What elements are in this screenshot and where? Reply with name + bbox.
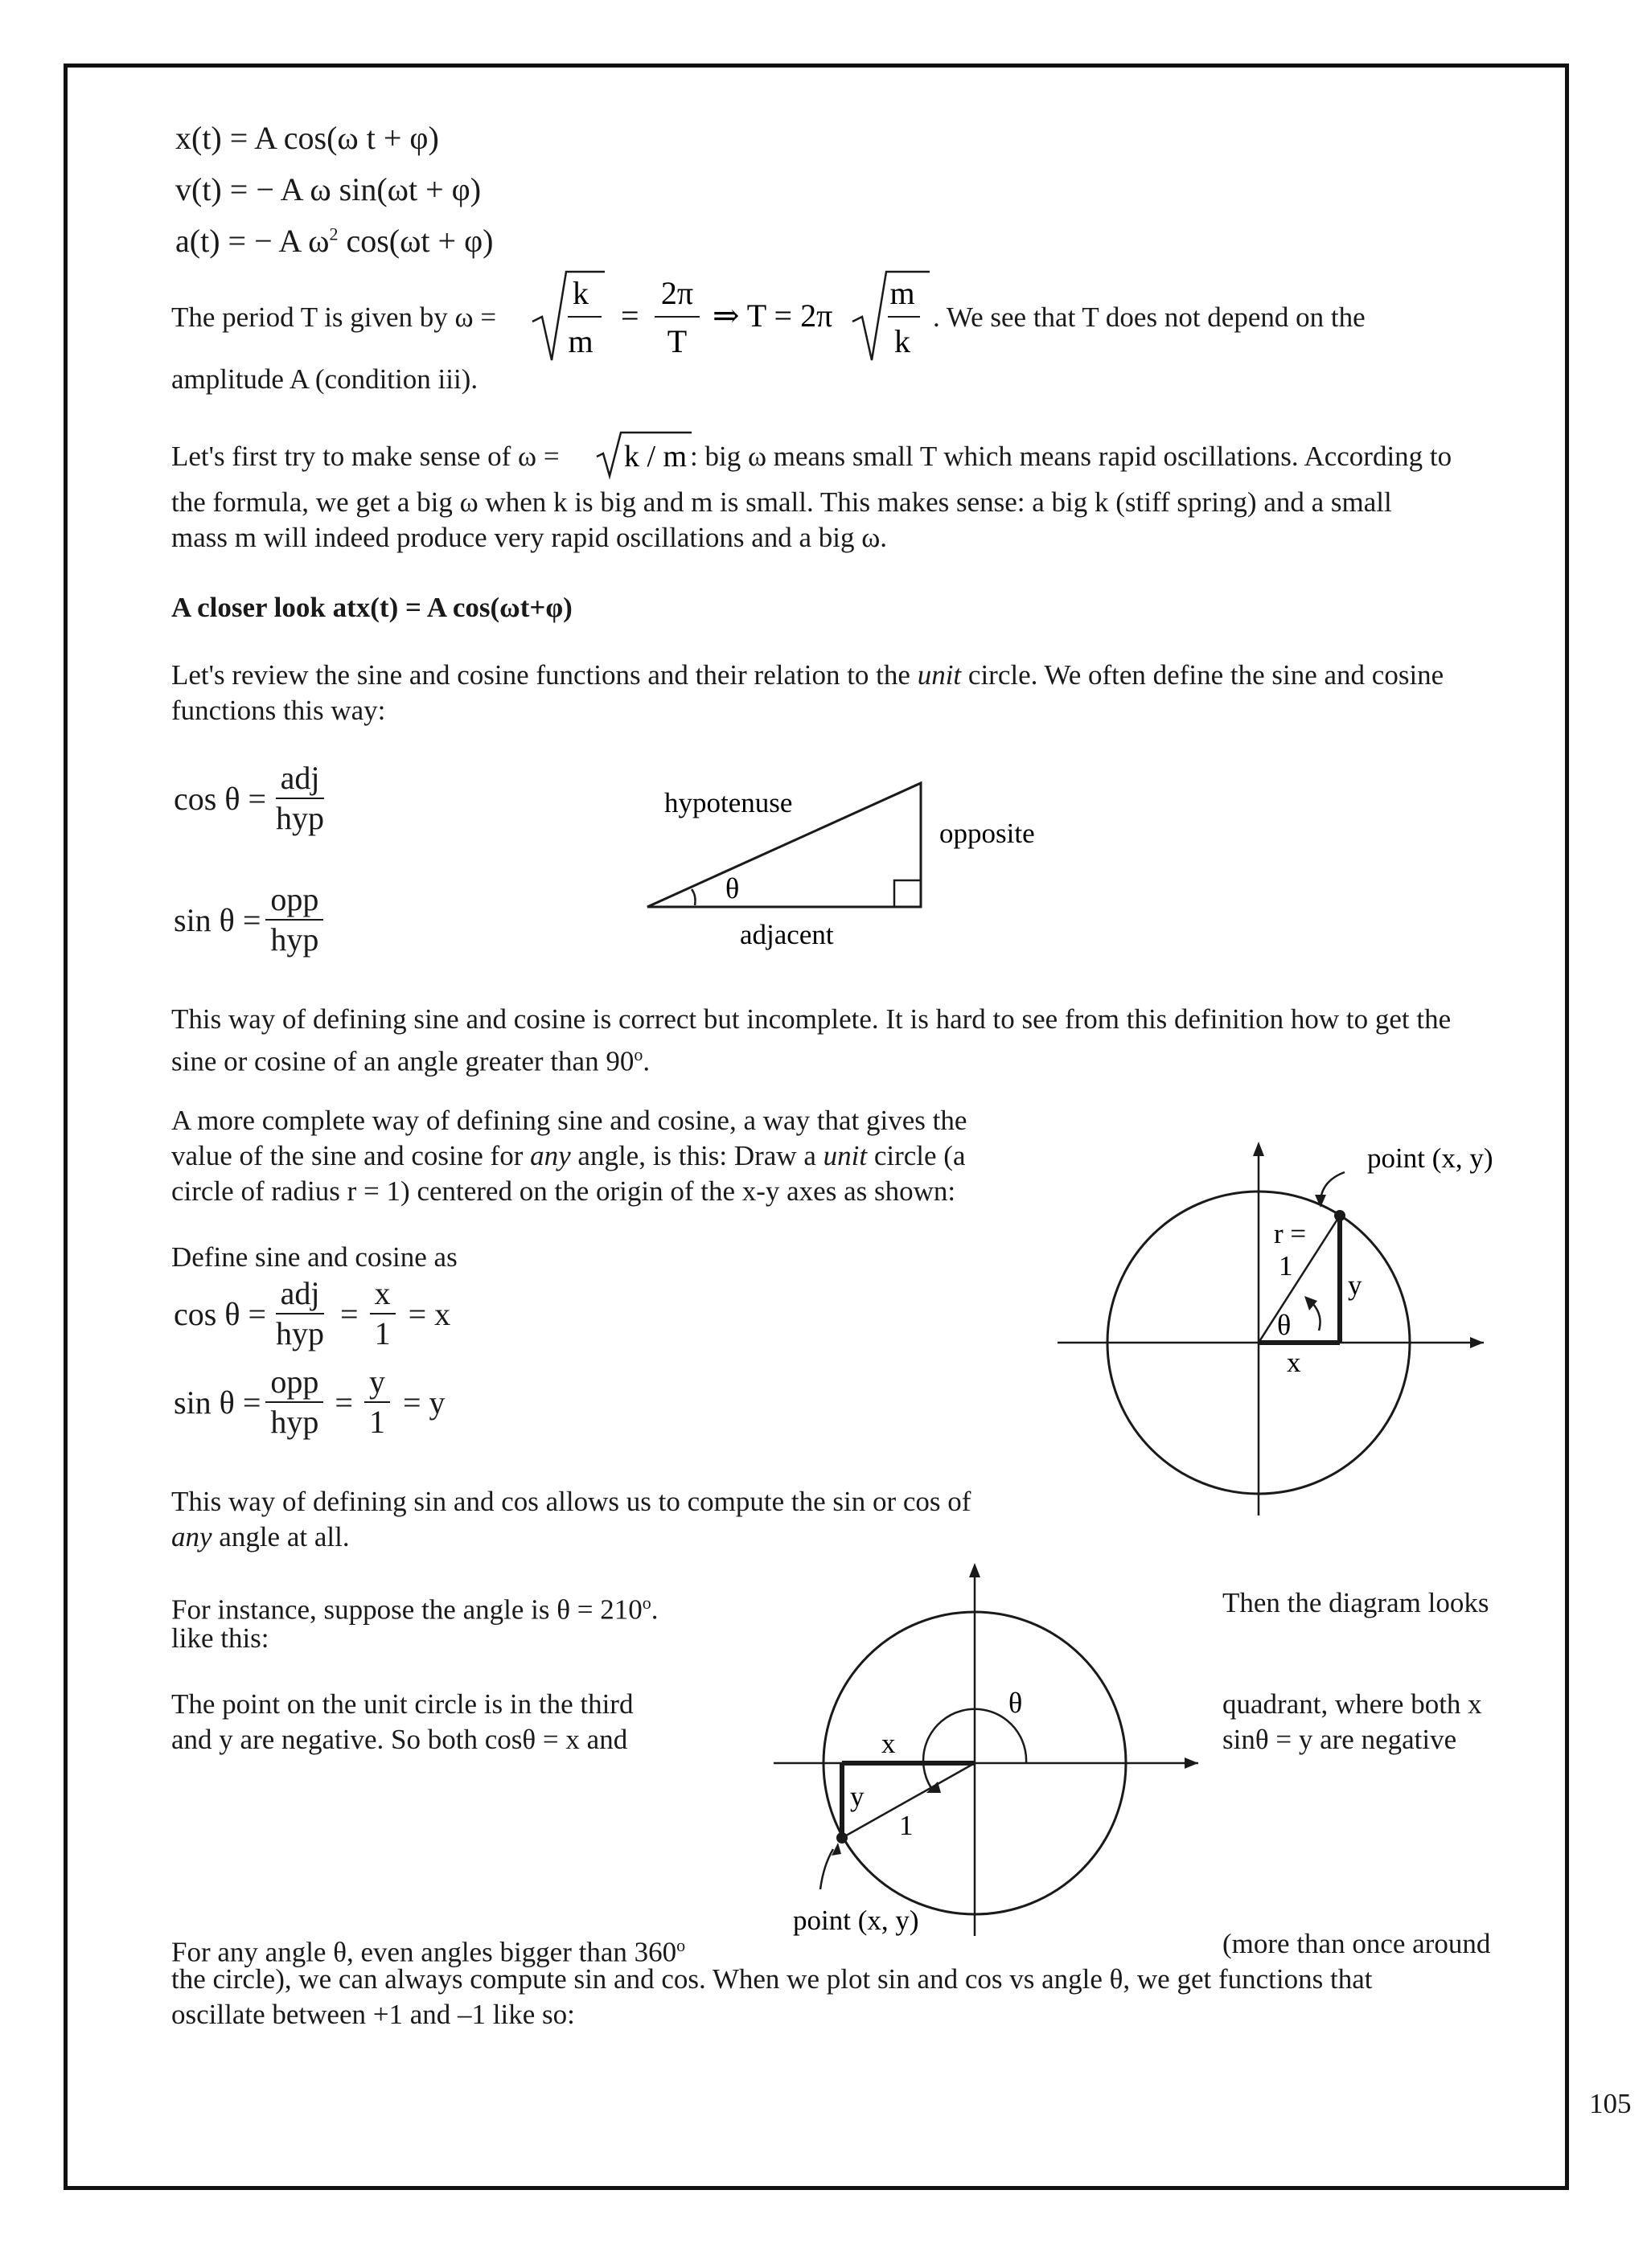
angle-arc [692,889,696,905]
label-opposite: opposite [939,818,1035,849]
allows-line1: This way of defining sin and cos allows us to compute the sin or cos of [171,1486,971,1517]
unit-circle-diagram-1 [1045,1126,1528,1528]
instance-line1: For instance, suppose the angle is $\theta = 210^o$. [171,1593,659,1626]
period-eq: = [621,297,639,334]
instance-line4-left: and y are negative. So both cosθ = x and [171,1724,628,1755]
period-implies: ⇒ T = 2π [713,297,833,334]
right-triangle-diagram [635,772,1086,957]
unit-circle-diagram-2 [764,1552,1214,1946]
complete-line3: circle of radius r = 1) centered on the origin of the x-y axes as shown: [171,1175,956,1207]
label-theta: θ [1008,1687,1023,1719]
review-line1: Let's review the sine and cosine functions and their relation to the unit circle. We often define the sine and cosine [171,659,1444,691]
label-x: x [1287,1347,1301,1378]
period-k: k [573,275,589,311]
sense-tail: : big ω means small T which means rapid oscillations. According to [690,441,1452,472]
point-marker [836,1832,848,1844]
label-x: x [881,1728,896,1759]
label-r-eq: r = [1274,1218,1307,1249]
period-T: T [667,323,688,359]
point-marker [1334,1210,1345,1221]
sense-lead: Let's first try to make sense of ω = [171,441,560,472]
x-axis-arrow [1185,1757,1198,1769]
period-lead: The period T is given by ω = [171,301,497,333]
period-2pi: 2π [660,275,694,311]
label-theta: θ [725,872,740,904]
allows-line2: any angle at all. [171,1521,350,1552]
define-line: Define sine and cosine as [171,1241,458,1273]
page-number: 105 [1589,2088,1632,2119]
cos-definition: cos θ = $\frac{\text{adj}}{\text{hyp}}$ [174,760,325,836]
incomplete-line1: This way of defining sine and cosine is correct but incomplete. It is hard to see from this definition how to get the [171,1003,1452,1035]
equation-a: a(t) = − A $\omega^2$ cos(ωt + φ) [175,223,494,259]
label-hypotenuse: hypotenuse [664,787,793,818]
instance-line3-right: quadrant, where both x [1222,1688,1482,1720]
period-m2: m [889,275,915,311]
y-axis-arrow [1253,1142,1264,1156]
cos-unit-definition: cos θ = $\frac{\text{adj}}{\text{hyp}}$ = $\frac{x}{1}$ = x [174,1275,451,1351]
right-angle-marker [894,880,921,907]
label-adjacent: adjacent [740,919,834,950]
label-theta: θ [1277,1309,1292,1341]
anyangle-line1: For any angle θ, even angles bigger than 360$^o$ [171,1935,686,1968]
review-line2: functions this way: [171,695,386,726]
anyangle-line1-right: (more than once around [1222,1928,1491,1959]
sense-line2: the formula, we get a big ω when k is big and m is small. This makes sense: a big k (stiff spring) and a small [171,486,1392,518]
instance-line1-right: Then the diagram looks [1222,1587,1489,1618]
period-k2: k [894,323,910,359]
complete-line1: A more complete way of defining sine and cosine, a way that gives the [171,1105,967,1136]
sense-line3: mass m will indeed produce very rapid oscillations and a big ω. [171,522,888,553]
label-r-one: 1 [1279,1250,1293,1282]
sense-radicand: k / m [624,440,688,474]
label-point-xy: point (x, y) [1367,1142,1493,1174]
anyangle-line2: the circle), we can always compute sin and cos. When we plot sin and cos vs angle θ, we get functions that [171,1963,1373,1995]
period-line2: amplitude A (condition iii). [171,363,478,395]
label-y: y [1348,1269,1362,1301]
equation-x: x(t) = A cos(ω t + φ) [175,120,439,156]
y-axis-arrow [969,1563,980,1577]
period-tail: . We see that T does not depend on the [933,301,1366,333]
sin-definition: sin θ = $\frac{\text{opp}}{\text{hyp}}$ [174,880,328,959]
sense-sqrt-svg [595,429,700,481]
instance-line4-right: sinθ = y are negative [1222,1724,1457,1755]
point-pointer [820,1849,833,1889]
label-one: 1 [899,1810,914,1841]
label-point-xy: point (x, y) [793,1905,919,1936]
sin-unit-definition: sin θ = $\frac{\text{opp}}{\text{hyp}}$ = $\frac{y}{1}$ = y [174,1364,446,1440]
equation-v: v(t) = − A ω sin(ωt + φ) [175,171,482,207]
complete-line2: value of the sine and cosine for any angle, is this: Draw a unit circle (a [171,1140,966,1171]
instance-line3-left: The point on the unit circle is in the third [171,1688,634,1720]
section-heading: A closer look atx(t) = A cos(ωt+φ) [171,592,573,623]
label-y: y [850,1781,865,1812]
anyangle-line3: oscillate between +1 and –1 like so: [171,1999,575,2030]
x-axis-arrow [1470,1337,1484,1348]
incomplete-line2: sine or cosine of an angle greater than 90$^o$. [171,1044,651,1077]
period-m: m [568,323,593,359]
instance-line2: like this: [171,1622,269,1654]
